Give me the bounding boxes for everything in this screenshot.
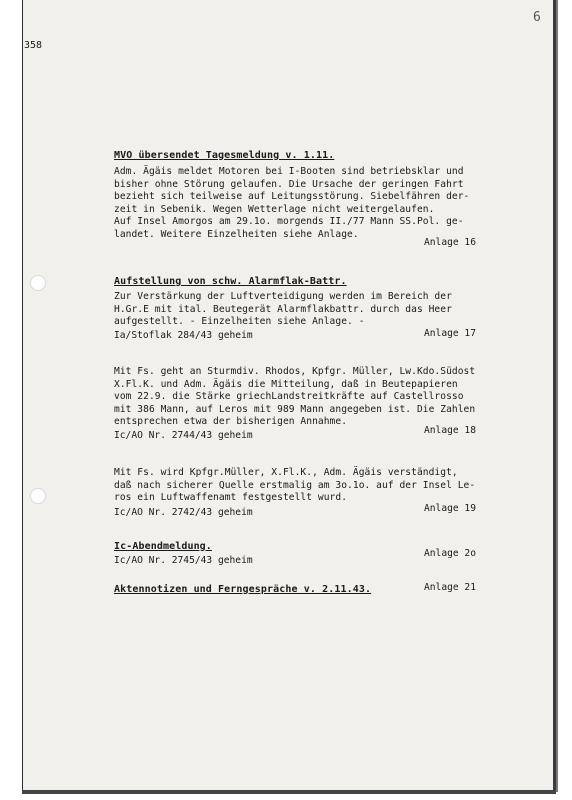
page-shadow [22,790,556,794]
anlage-reference: Anlage 21 [424,582,476,593]
anlage-reference: Anlage 19 [424,503,476,514]
section-body: Adm. Ägäis meldet Motoren bei I-Booten sind betriebsklar und bisher ohne Störung gelaufen. Die Ursache der geringen Fahrt bezieht sich teilweise auf Leitungsstörung. Siebelfähren der- zeit in Sebenik. Wegen Wetterlage nicht weitergelaufen. Auf Insel Amorgos am 29.1o. morgends II./77 Mann SS.Pol. ge- landet. Weitere Einzelheiten siehe Anlage. [114,166,470,240]
document-reference: Ic/AO Nr. 2744/43 geheim [114,430,253,441]
section-body: Zur Verstärkung der Luftverteidigung werden im Bereich der H.Gr.E mit ital. Beutegerät Alarmflakbattr. durch das Heer aufgestellt. - Einzelheiten siehe Anlage. - [114,291,452,327]
anlage-reference: Anlage 16 [424,237,476,248]
anlage-reference: Anlage 18 [424,425,476,436]
anlage-reference: Anlage 2o [424,548,476,559]
document-reference: Ia/Stoflak 284/43 geheim [114,330,253,341]
punch-hole [30,275,46,291]
section-heading: MVO übersendet Tagesmeldung v. 1.11. [114,150,335,161]
section-body: Mit Fs. wird Kpfgr.Müller, X.Fl.K., Adm. Ägäis verständigt, daß nach sicherer Quelle erstmalig am 3o.1o. auf der Insel Le- ros ein Luftwaffenamt festgestellt wurd. [114,467,476,503]
page-number: 6 [533,10,541,25]
punch-hole [30,488,46,504]
document-reference: Ic/AO Nr. 2745/43 geheim [114,555,253,566]
document-reference: Ic/AO Nr. 2742/43 geheim [114,507,253,518]
section-heading: Aufstellung von schw. Alarmflak-Battr. [114,276,347,287]
anlage-reference: Anlage 17 [424,328,476,339]
section-body: Mit Fs. geht an Sturmdiv. Rhodos, Kpfgr. Müller, Lw.Kdo.Südost X.Fl.K. und Adm. Ägäis die Mitteilung, daß in Beutepapieren vom 22.9. die Stärke griechLandstreitkräfte auf Castellrosso mit 386 Mann, auf Leros mit 989 Mann angegeben ist. Die Zahlen entsprechen etwa der bisherigen Annahme. [114,366,476,427]
section-heading: Ic-Abendmeldung. [114,541,212,552]
page-edge [556,0,558,792]
margin-number: 358 [24,40,43,51]
section-heading: Aktennotizen und Ferngespräche v. 2.11.43. [114,584,372,595]
